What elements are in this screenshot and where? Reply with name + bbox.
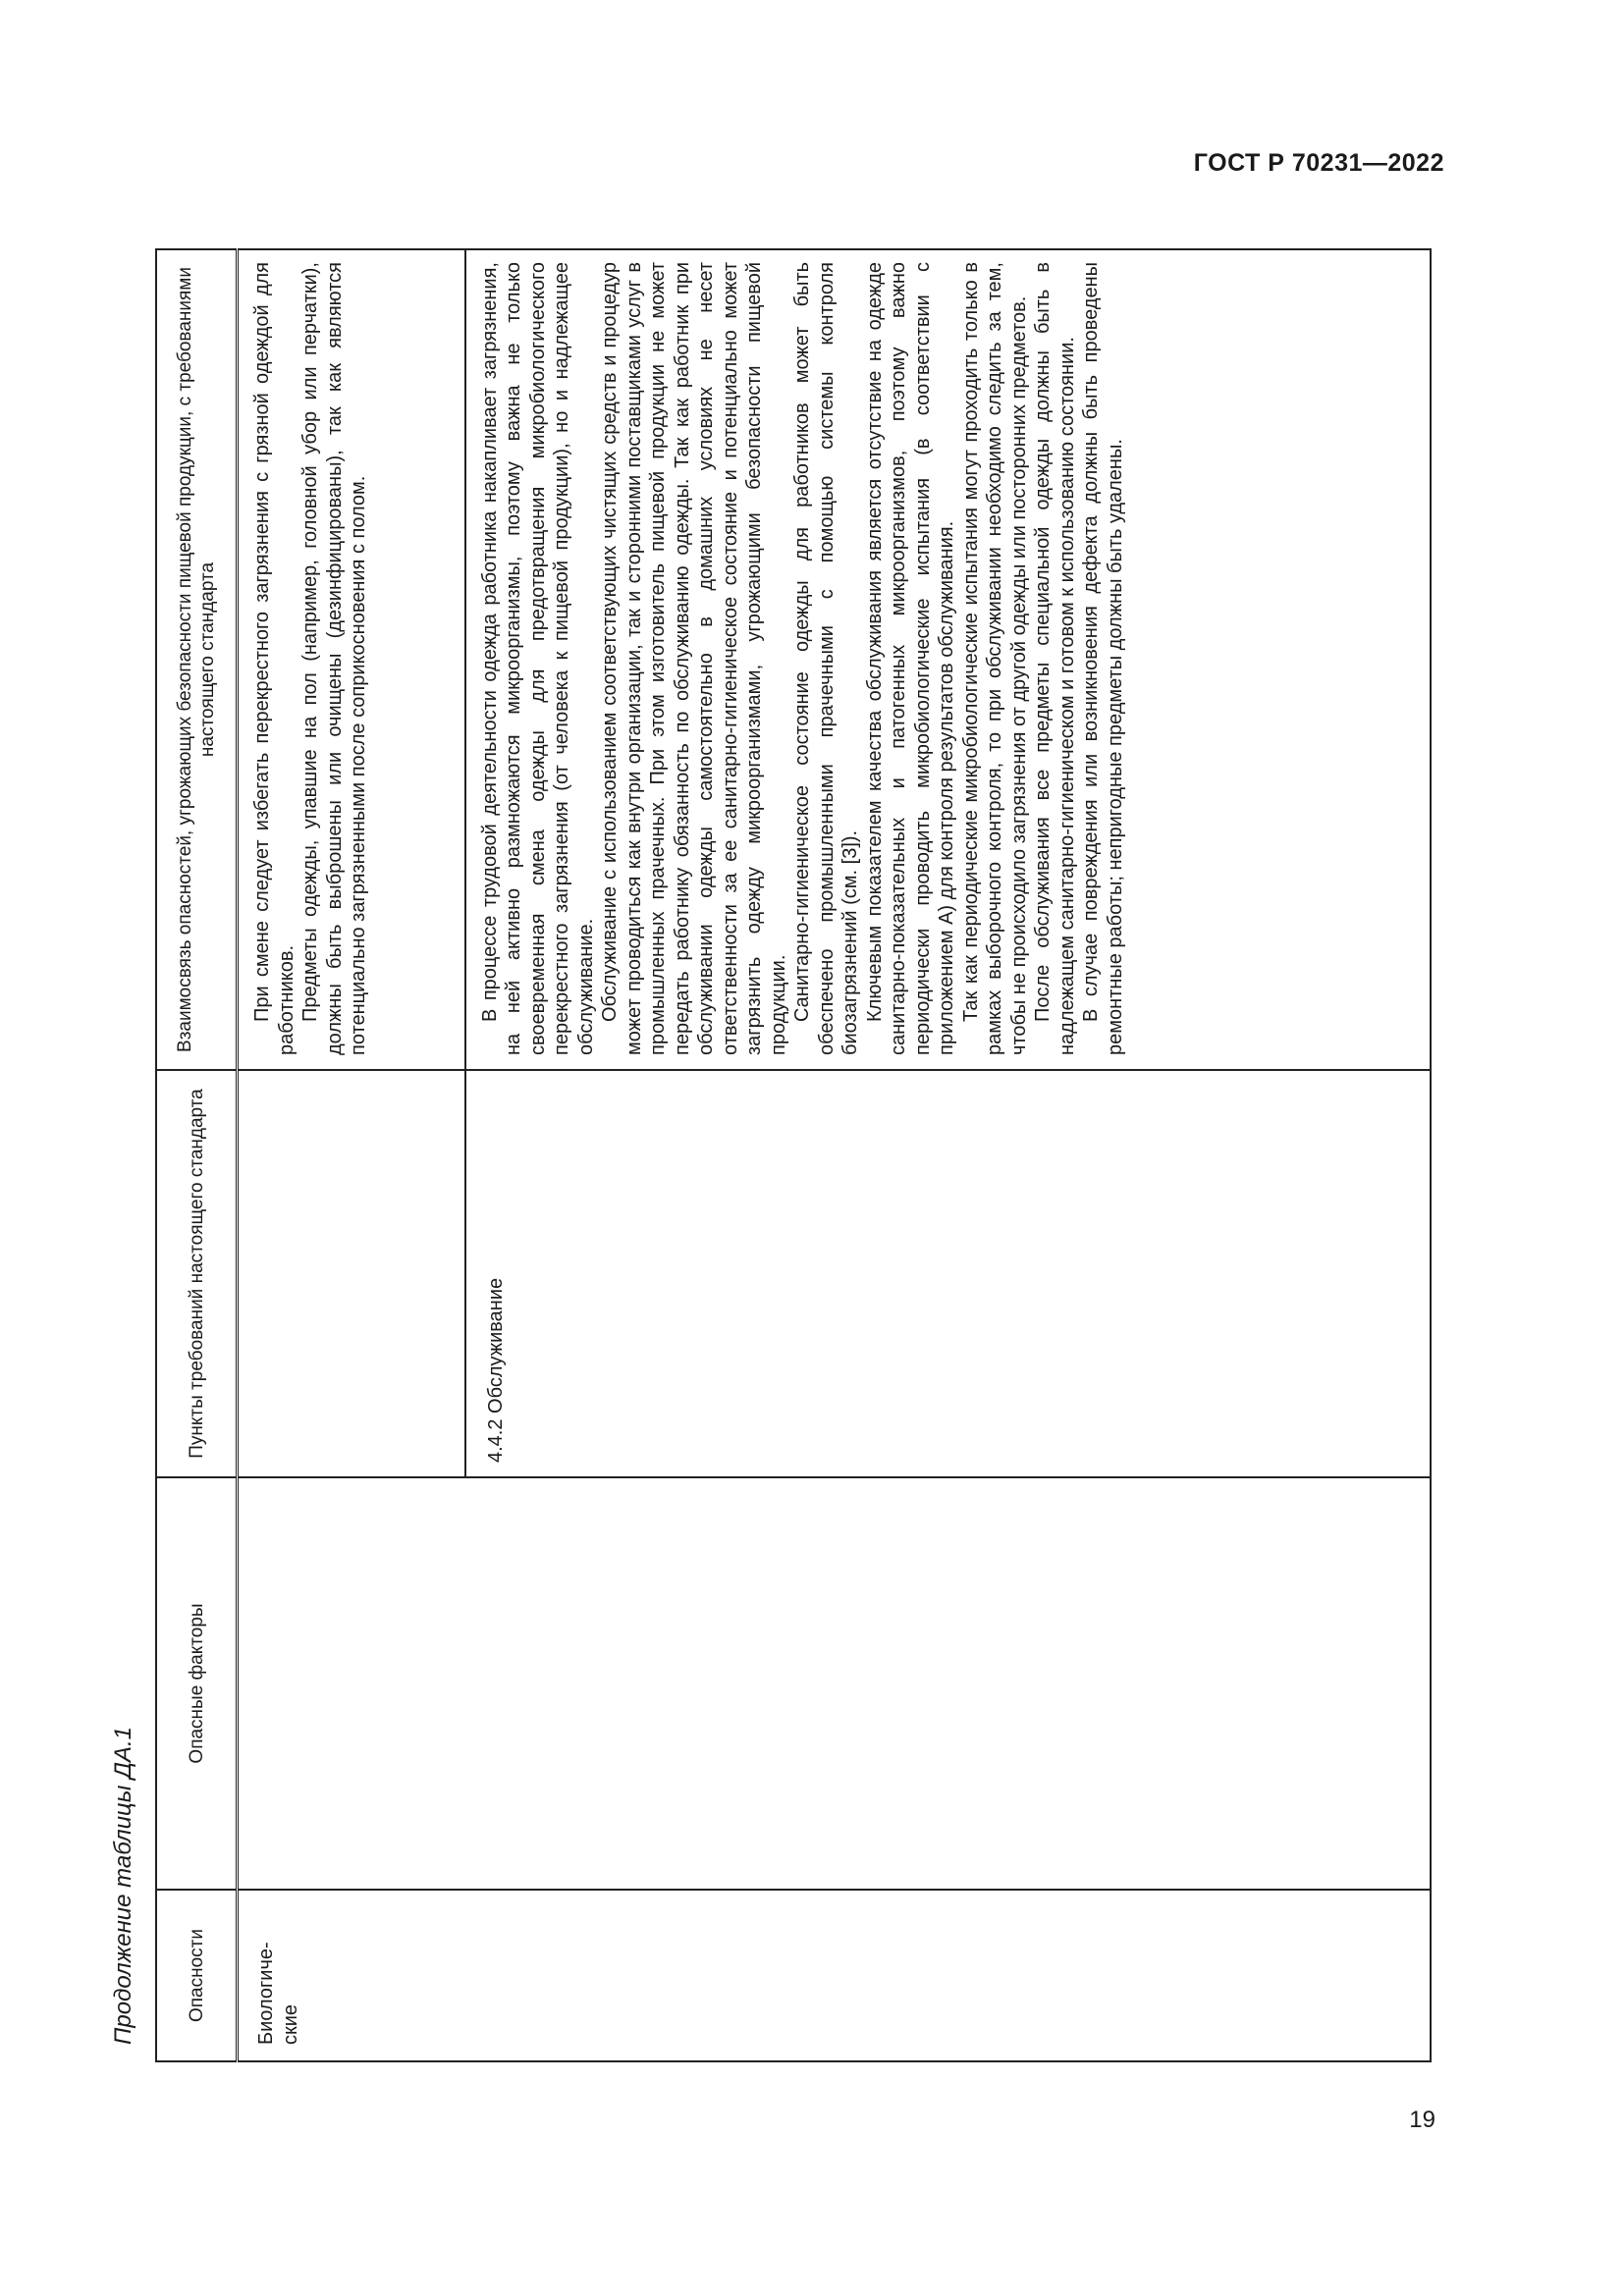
column-header-factors: Опасные факторы [156, 1477, 238, 1890]
paragraph: Предметы одежды, упавшие на пол (например, головной убор или перчатки), должны быть выброшены или очищены (дезинфицированы), так как являются потенциально загрязненными после соприкосновения с полом. [299, 262, 369, 1055]
paragraph: Санитарно-гигиеническое состояние одежды для работников может быть обеспечено промышленными прачечными с помощью системы контроля биозагрязнений (см. [3]). [791, 262, 861, 1055]
column-header-hazards: Опасности [156, 1890, 238, 2061]
clause-cell: 4.4.2 Обслуживание [465, 1070, 1432, 1477]
rotated-table [155, 250, 1432, 2062]
hazards-table [155, 248, 1432, 2062]
factors-cell [238, 1477, 1432, 1890]
relationship-cell [238, 249, 465, 1070]
paragraph: После обслуживания все предметы специальной одежды должны быть в надлежащем санитарно-гигиеническом и готовом к использованию состоянии. [1032, 262, 1078, 1055]
paragraph: Ключевым показателем качества обслуживания является отсутствие на одежде санитарно-показательных и патогенных микроорганизмов, поэтому важно периодически проводить микробиологические испытания (в соответствии с приложением А) для контроля результатов обслуживания. [863, 262, 957, 1055]
clause-cell [238, 1070, 465, 1477]
column-header-relationship: Взаимосвязь опасностей, угрожающих безопасности пищевой продукции, с требованиями настоящего стандарта [156, 249, 238, 1070]
relationship-cell [465, 249, 1432, 1070]
paragraph: В процессе трудовой деятельности одежда работника накапливает загрязнения, на ней активно размножаются микроорганизмы, поэтому важна не только своевременная смена одежды для предотвращения микробиологического перекрестного загрязнения (от человека к пищевой продукции), но и надлежащее обслуживание. [478, 262, 597, 1055]
hazard-cell: Биологиче-ские [238, 1890, 1432, 2061]
column-header-clauses: Пункты требований настоящего стандарта [156, 1070, 238, 1477]
table-caption: Продолжение таблицы ДА.1 [110, 1726, 136, 2045]
paragraph: Так как периодические микробиологические испытания могут проходить только в рамках выборочного контроля, то при обслуживании необходимо следить за тем, чтобы не происходило загрязнения от другой одежды или посторонних предметов. [959, 262, 1030, 1055]
table-row [238, 249, 465, 2061]
page-number: 19 [1409, 2107, 1435, 2133]
standard-designation: ГОСТ Р 70231—2022 [1193, 149, 1444, 177]
paragraph: В случае повреждения или возникновения дефекта должны быть проведены ремонтные работы; непригодные предметы должны быть удалены. [1080, 262, 1126, 1055]
paragraph: При смене следует избегать перекрестного загрязнения с грязной одеждой для работников. [251, 262, 298, 1055]
table-header-row [156, 249, 238, 2061]
paragraph: Обслуживание с использованием соответствующих чистящих средств и процедур может проводиться как внутри организации, так и сторонними поставщиками услуг в промышленных прачечных. При этом изготовитель пищевой продукции не может передать работнику обязанность по обслуживанию одежды. Так как работник при обслуживании одежды самостоятельно в домашних условиях не несет ответственности за ее санитарно-гигиеническое состояние и потенциально может загрязнить одежду микроорганизмами, угрожающими безопасности пищевой продукции. [599, 262, 789, 1055]
